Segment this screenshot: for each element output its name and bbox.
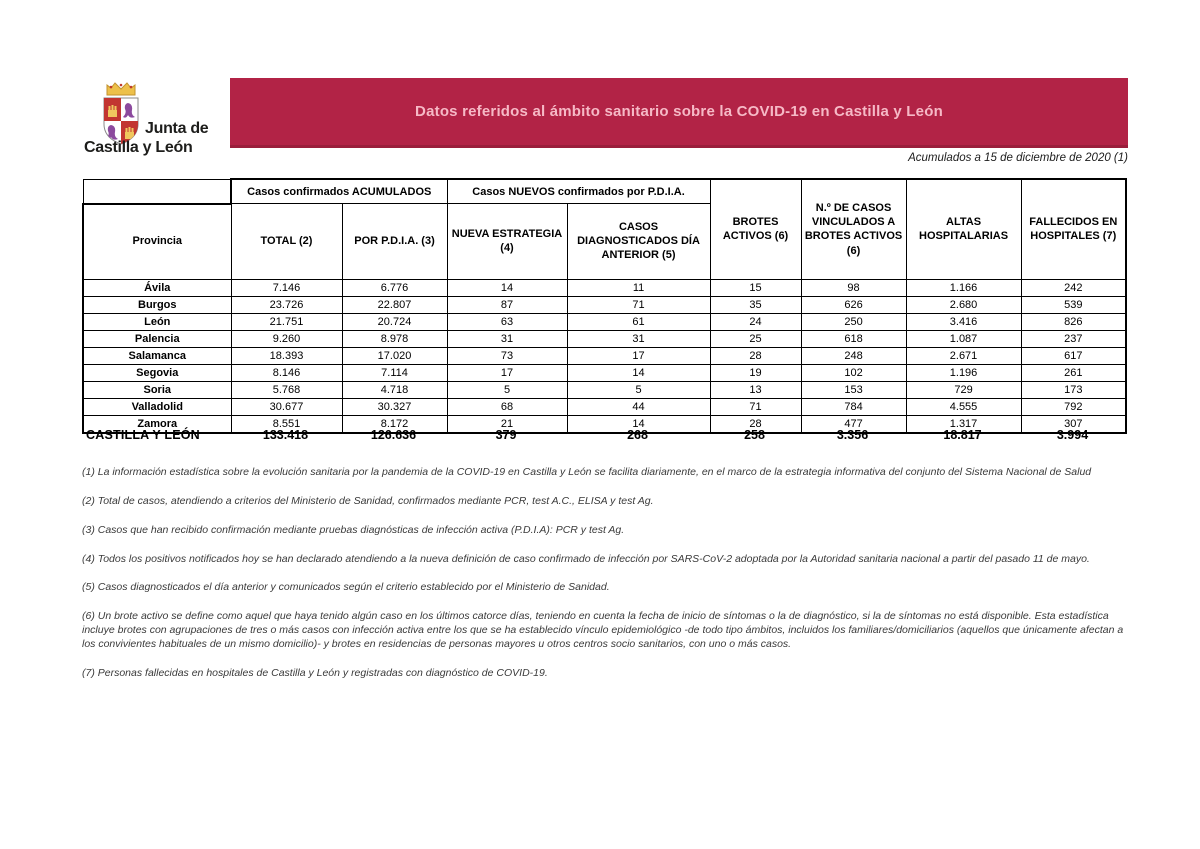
data-value-cell: 63	[447, 313, 567, 330]
data-value-cell: 17.020	[342, 347, 447, 364]
province-name-cell: Valladolid	[83, 398, 231, 415]
junta-logo	[82, 80, 232, 166]
data-value-cell: 8.172	[342, 415, 447, 433]
date-note: Acumulados a 15 de diciembre de 2020 (1)	[908, 152, 1128, 164]
data-value-cell: 4.555	[906, 398, 1021, 415]
table-row	[83, 279, 1126, 296]
data-value-cell: 98	[801, 279, 906, 296]
province-name-cell: Salamanca	[83, 347, 231, 364]
data-value-cell: 71	[567, 296, 710, 313]
data-value-cell: 477	[801, 415, 906, 433]
data-value-cell: 6.776	[342, 279, 447, 296]
data-value-cell: 250	[801, 313, 906, 330]
data-value-cell: 11	[567, 279, 710, 296]
table-row	[83, 296, 1126, 313]
data-value-cell: 30.677	[231, 398, 342, 415]
table-body	[83, 279, 1126, 433]
data-value-cell: 20.724	[342, 313, 447, 330]
data-value-cell: 784	[801, 398, 906, 415]
table-row	[83, 398, 1126, 415]
data-value-cell: 153	[801, 381, 906, 398]
data-value-cell: 24	[710, 313, 801, 330]
data-value-cell: 23.726	[231, 296, 342, 313]
province-name-cell: Ávila	[83, 279, 231, 296]
data-value-cell: 617	[1021, 347, 1126, 364]
total-value: 3.994	[1056, 428, 1089, 442]
total-value: 3.356	[836, 428, 869, 442]
table-row	[83, 313, 1126, 330]
column-header-nueva-estrategia: NUEVA ESTRATEGIA (4)	[447, 204, 567, 280]
data-value-cell: 31	[447, 330, 567, 347]
data-value-cell: 1.166	[906, 279, 1021, 296]
column-header-casos-vinculados: N.º DE CASOS VINCULADOS A BROTES ACTIVOS (6)	[801, 179, 906, 279]
logo-text-line1: Junta de	[145, 120, 209, 137]
data-value-cell: 7.146	[231, 279, 342, 296]
data-value-cell: 307	[1021, 415, 1126, 433]
data-value-cell: 8.551	[231, 415, 342, 433]
total-value: 18.817	[943, 428, 982, 442]
data-value-cell: 8.978	[342, 330, 447, 347]
data-value-cell: 14	[567, 364, 710, 381]
data-value-cell: 242	[1021, 279, 1126, 296]
group-header-acumulados: Casos confirmados ACUMULADOS	[231, 179, 447, 204]
data-value-cell: 7.114	[342, 364, 447, 381]
covid-data-table	[82, 178, 1127, 434]
data-value-cell: 248	[801, 347, 906, 364]
footnote-1: (1) La información estadística sobre la evolución sanitaria por la pandemia de la COVID-19 en Castilla y León se facilita diariamente, en el marco de la estrategia informativa del conjunto del Sistema Nacional de Salud	[82, 466, 1092, 478]
empty-corner-cell	[83, 179, 231, 204]
data-value-cell: 5.768	[231, 381, 342, 398]
total-label: CASTILLA Y LEÓN	[86, 428, 200, 442]
footnote-6: (6) Un brote activo se define como aquel que haya tenido algún caso en los últimos catorce días, teniendo en cuenta la fecha de inicio de síntomas o la de diagnóstico, si la de síntomas no está disponible. Esta estadística incluye brotes con agrupaciones de tres o más casos con infección activa entre los que se ha establecido vínculo epidemiológico -de todo tipo ámbitos, incluidos los familiares/domiciliarios (aquellos que únicamente afectan a los convivientes habituales de un mismo domicilio)- y brotes en residencias de personas mayores u otros centros socio sanitarios, con uno o más casos.	[82, 610, 1124, 651]
data-value-cell: 21.751	[231, 313, 342, 330]
data-value-cell: 9.260	[231, 330, 342, 347]
data-value-cell: 28	[710, 347, 801, 364]
table-row	[83, 347, 1126, 364]
province-name-cell: Burgos	[83, 296, 231, 313]
total-value: 126.636	[370, 428, 417, 442]
province-name-cell: Soria	[83, 381, 231, 398]
data-value-cell: 13	[710, 381, 801, 398]
column-header-diagnosticados: CASOS DIAGNOSTICADOS DÍA ANTERIOR (5)	[567, 204, 710, 280]
total-row	[82, 423, 1125, 447]
province-name-cell: Palencia	[83, 330, 231, 347]
table-row	[83, 330, 1126, 347]
data-value-cell: 626	[801, 296, 906, 313]
footnote-7: (7) Personas fallecidas en hospitales de Castilla y León y registradas con diagnóstico de COVID-19.	[82, 666, 548, 679]
data-value-cell: 14	[567, 415, 710, 433]
data-value-cell: 17	[447, 364, 567, 381]
column-header-provincia: Provincia	[83, 204, 231, 280]
page-title: Datos referidos al ámbito sanitario sobre la COVID-19 en Castilla y León	[415, 103, 943, 120]
data-value-cell: 35	[710, 296, 801, 313]
column-header-por-pdia: POR P.D.I.A. (3)	[342, 204, 447, 280]
data-value-cell: 61	[567, 313, 710, 330]
column-header-brotes-activos: BROTES ACTIVOS (6)	[710, 179, 801, 279]
data-value-cell: 87	[447, 296, 567, 313]
data-value-cell: 539	[1021, 296, 1126, 313]
data-value-cell: 1.317	[906, 415, 1021, 433]
data-value-cell: 2.671	[906, 347, 1021, 364]
data-value-cell: 237	[1021, 330, 1126, 347]
data-value-cell: 261	[1021, 364, 1126, 381]
data-value-cell: 102	[801, 364, 906, 381]
data-value-cell: 3.416	[906, 313, 1021, 330]
group-header-row	[83, 179, 1126, 204]
title-banner	[230, 78, 1128, 148]
table-row	[83, 381, 1126, 398]
data-value-cell: 5	[447, 381, 567, 398]
data-value-cell: 31	[567, 330, 710, 347]
data-value-cell: 5	[567, 381, 710, 398]
province-name-cell: León	[83, 313, 231, 330]
group-header-nuevos-pdia: Casos NUEVOS confirmados por P.D.I.A.	[447, 179, 710, 204]
data-value-cell: 15	[710, 279, 801, 296]
data-value-cell: 30.327	[342, 398, 447, 415]
data-value-cell: 73	[447, 347, 567, 364]
data-value-cell: 71	[710, 398, 801, 415]
footnote-4: (4) Todos los positivos notificados hoy se han declarado atendiendo a la nueva definición de caso confirmado de infección por SARS-CoV-2 adoptada por la Autoridad sanitaria nacional a partir del pasado 11 de mayo.	[82, 552, 1090, 565]
total-value: 133.418	[262, 428, 309, 442]
data-value-cell: 618	[801, 330, 906, 347]
column-header-fallecidos: FALLECIDOS EN HOSPITALES (7)	[1021, 179, 1126, 279]
total-value: 379	[495, 428, 517, 442]
data-value-cell: 17	[567, 347, 710, 364]
table-row	[83, 364, 1126, 381]
column-header-total: TOTAL (2)	[231, 204, 342, 280]
data-value-cell: 173	[1021, 381, 1126, 398]
data-value-cell: 18.393	[231, 347, 342, 364]
footnote-2: (2) Total de casos, atendiendo a criterios del Ministerio de Sanidad, confirmados mediante PCR, test A.C., ELISA y test Ag.	[82, 494, 654, 507]
total-value: 268	[627, 428, 648, 442]
data-value-cell: 28	[710, 415, 801, 433]
data-value-cell: 22.807	[342, 296, 447, 313]
data-value-cell: 729	[906, 381, 1021, 398]
data-value-cell: 1.087	[906, 330, 1021, 347]
data-value-cell: 792	[1021, 398, 1126, 415]
data-value-cell: 19	[710, 364, 801, 381]
data-value-cell: 44	[567, 398, 710, 415]
column-header-altas: ALTAS HOSPITALARIAS	[906, 179, 1021, 279]
footnotes	[82, 466, 1130, 696]
data-value-cell: 8.146	[231, 364, 342, 381]
data-value-cell: 826	[1021, 313, 1126, 330]
data-value-cell: 21	[447, 415, 567, 433]
data-value-cell: 1.196	[906, 364, 1021, 381]
data-value-cell: 4.718	[342, 381, 447, 398]
footnote-5: (5) Casos diagnosticados el día anterior y comunicados según el criterio establecido por el Ministerio de Sanidad.	[82, 581, 610, 594]
province-name-cell: Zamora	[83, 415, 231, 433]
province-name-cell: Segovia	[83, 364, 231, 381]
footnote-3: (3) Casos que han recibido confirmación mediante pruebas diagnósticas de infección activa (P.D.I.A): PCR y test Ag.	[82, 523, 625, 536]
data-value-cell: 14	[447, 279, 567, 296]
total-value: 258	[744, 428, 765, 442]
data-value-cell: 25	[710, 330, 801, 347]
logo-text-line2: Castilla y León	[84, 139, 193, 156]
data-value-cell: 68	[447, 398, 567, 415]
data-value-cell: 2.680	[906, 296, 1021, 313]
